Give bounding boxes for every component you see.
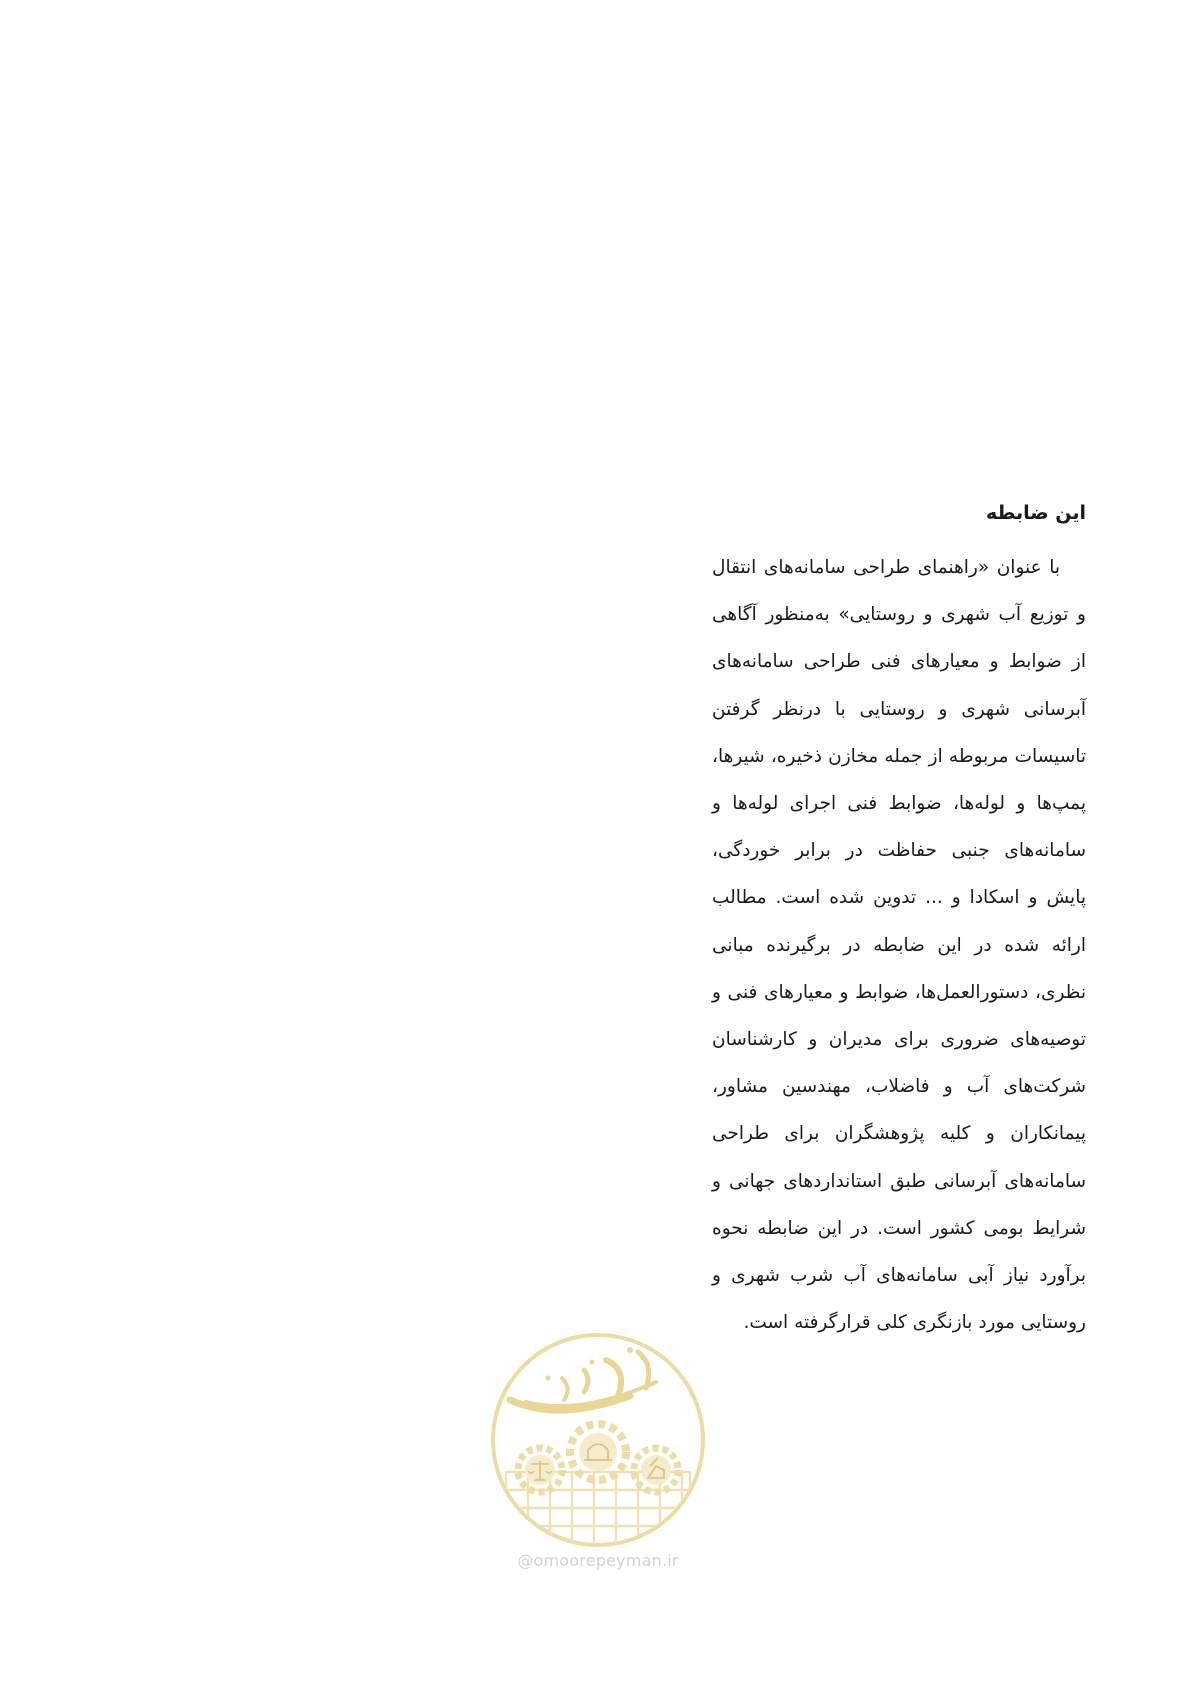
body-paragraph: با عنوان «راهنمای طراحی سامانه‌های انتقال و توزیع آب شهری و روستایی» به‌منظور آگاهی از ضوابط و معیارهای فنی طراحی سامانه‌های آبرسانی شهری و روستایی با درنظر گرفتن تاسیسات مربوطه از جمله مخازن ذخیره، شیرها، پمپ‌ها و لوله‌ها، ضوابط فنی اجرای لوله‌ها و سامانه‌های جنبی حفاظت در برابر خوردگی، پایش و اسکادا و ... تدوین شده است. مطالب ارائه شده در این ضابطه در برگیرنده مبانی نظری، دستورالعمل‌ها، ضوابط و معیارهای فنی و توصیه‌های ضروری برای مدیران و کارشناسان شرکت‌های آب و فاضلاب، مهندسین مشاور، پیمانکاران و کلیه پژوهشگران برای طراحی سامانه‌های آبرسانی طبق استانداردهای جهانی و شرایط بومی کشور است. در این ضابطه نحوه برآورد نیاز آبی سامانه‌های آب شرب شهری و روستایی مورد بازنگری کلی قرارگرفته است. [712,557,1086,1334]
omoorepeyman-seal-icon [488,1330,708,1548]
watermark-url: @omoorepeyman.ir [517,1551,679,1570]
text-column [712,496,1086,1346]
watermark-logo [488,1330,708,1570]
section-title: این ضابطه [985,502,1086,524]
